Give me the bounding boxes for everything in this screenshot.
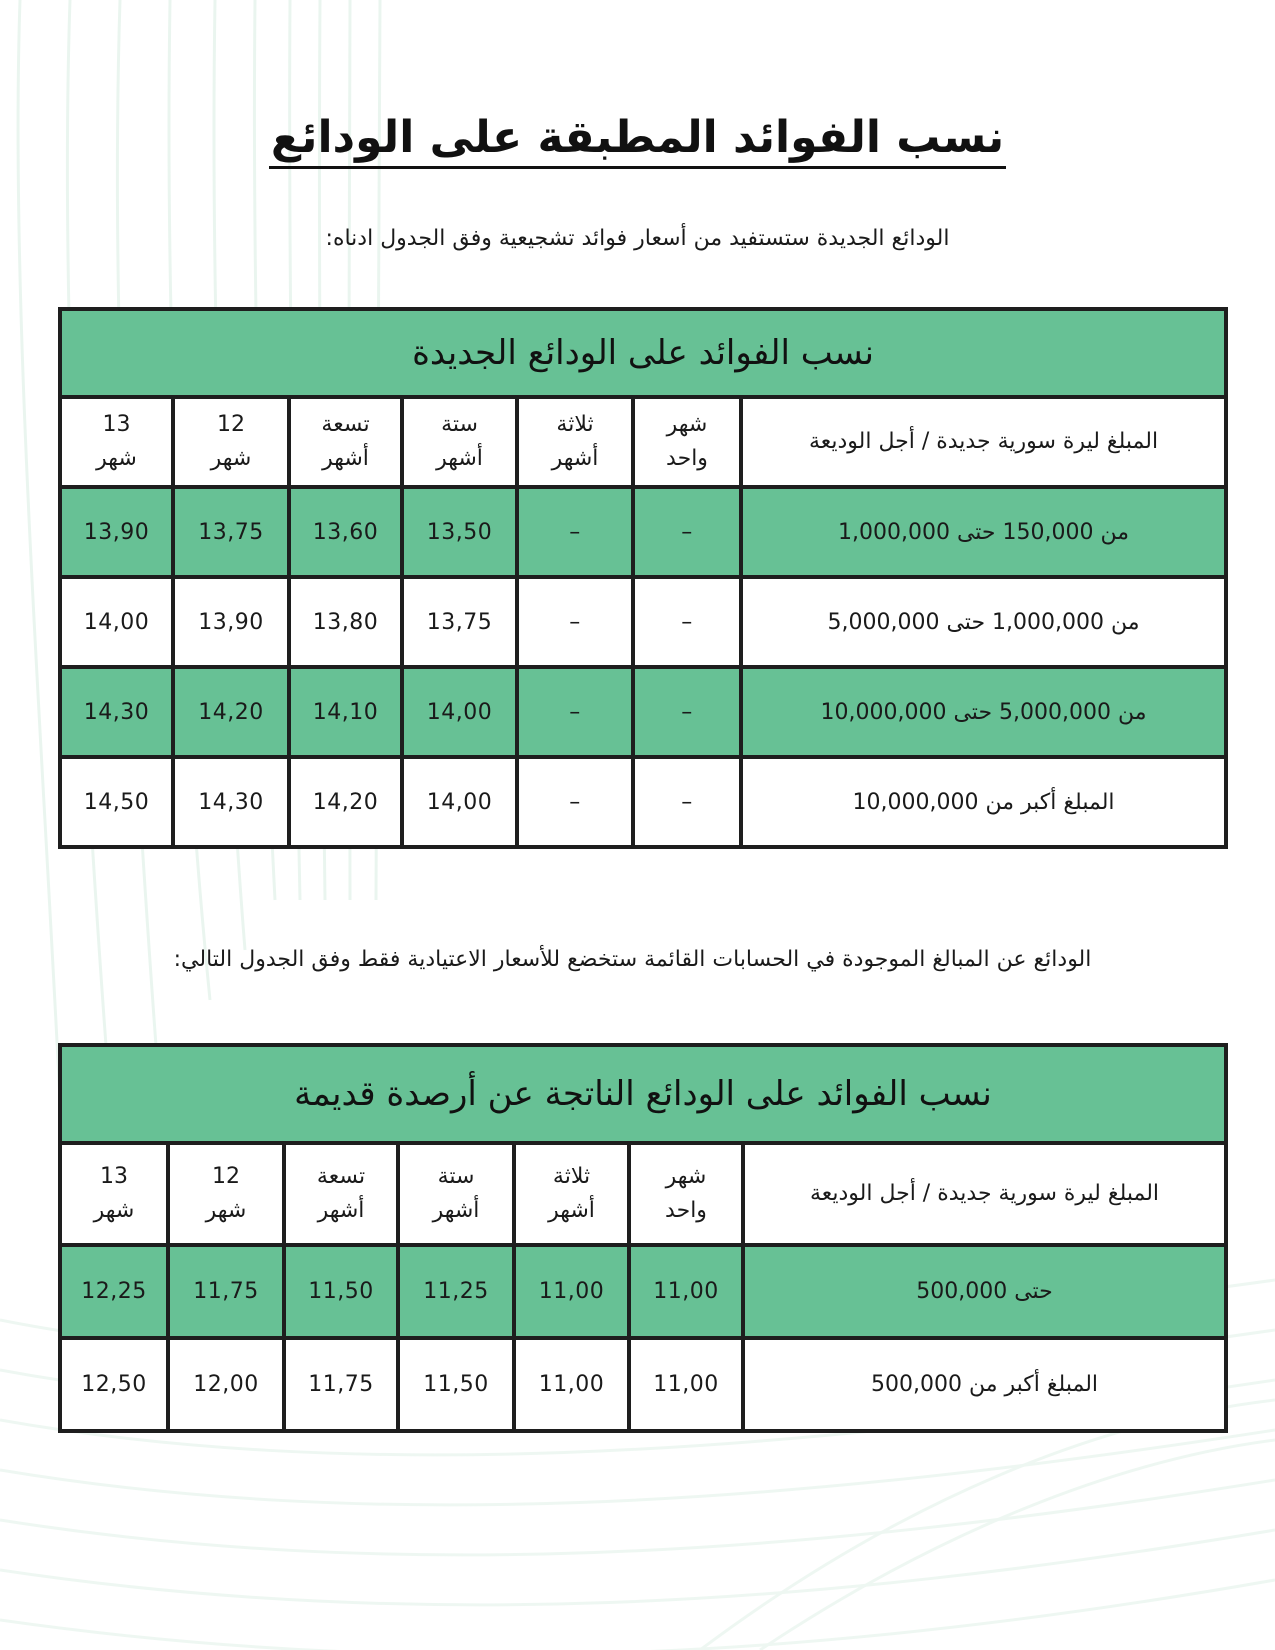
rate-1m: 11,00 [629, 1338, 743, 1431]
table-row [60, 667, 1226, 757]
rate-13m: 14,00 [60, 577, 173, 667]
rate-1m: – [633, 667, 741, 757]
header-1-month: شهر واحد [629, 1143, 743, 1245]
rate-6m: 13,75 [402, 577, 517, 667]
amount-range: من 1,000,000 حتى 5,000,000 [741, 577, 1226, 667]
header-1-month: شهر واحد [633, 397, 741, 487]
rate-13m: 14,30 [60, 667, 173, 757]
header-13-months: 13 شهر [60, 1143, 168, 1245]
rate-6m: 11,50 [398, 1338, 514, 1431]
rate-13m: 12,50 [60, 1338, 168, 1431]
rate-3m: – [517, 667, 633, 757]
rate-1m: – [633, 577, 741, 667]
intro-old-balances: الودائع عن المبالغ الموجودة في الحسابات القائمة ستخضع للأسعار الاعتيادية فقط وفق الجدول التالي: [173, 947, 1092, 972]
rate-9m: 11,50 [284, 1245, 398, 1338]
rate-12m: 13,90 [173, 577, 289, 667]
rate-6m: 11,25 [398, 1245, 514, 1338]
rate-3m: – [517, 577, 633, 667]
amount-range: المبلغ أكبر من 10,000,000 [741, 757, 1226, 847]
table-title-row [60, 309, 1226, 397]
intro-new-deposits: الودائع الجديدة ستستفيد من أسعار فوائد تشجيعية وفق الجدول ادناه: [325, 226, 950, 251]
table-row [60, 577, 1226, 667]
rate-13m: 13,90 [60, 487, 173, 577]
rate-9m: 13,60 [289, 487, 402, 577]
header-3-months: ثلاثة أشهر [514, 1143, 629, 1245]
page-title-text: نسب الفوائد المطبقة على الودائع [269, 112, 1006, 169]
rate-12m: 11,75 [168, 1245, 284, 1338]
rate-3m: – [517, 487, 633, 577]
table-title-row [60, 1045, 1226, 1143]
rate-1m: 11,00 [629, 1245, 743, 1338]
header-6-months: ستة أشهر [398, 1143, 514, 1245]
table-header-row [60, 1143, 1226, 1245]
rate-12m: 14,20 [173, 667, 289, 757]
rate-3m: 11,00 [514, 1338, 629, 1431]
header-amount: المبلغ ليرة سورية جديدة / أجل الوديعة [741, 397, 1226, 487]
amount-range: حتى 500,000 [743, 1245, 1226, 1338]
rate-9m: 13,80 [289, 577, 402, 667]
table-header-row [60, 397, 1226, 487]
rate-6m: 14,00 [402, 757, 517, 847]
header-9-months: تسعة أشهر [289, 397, 402, 487]
rate-12m: 13,75 [173, 487, 289, 577]
rate-6m: 14,00 [402, 667, 517, 757]
amount-range: من 5,000,000 حتى 10,000,000 [741, 667, 1226, 757]
header-6-months: ستة أشهر [402, 397, 517, 487]
rate-9m: 14,10 [289, 667, 402, 757]
rate-1m: – [633, 487, 741, 577]
new-deposits-rates-table [58, 307, 1228, 849]
rate-9m: 11,75 [284, 1338, 398, 1431]
rate-6m: 13,50 [402, 487, 517, 577]
rate-12m: 14,30 [173, 757, 289, 847]
amount-range: المبلغ أكبر من 500,000 [743, 1338, 1226, 1431]
header-12-months: 12 شهر [173, 397, 289, 487]
rate-9m: 14,20 [289, 757, 402, 847]
rate-12m: 12,00 [168, 1338, 284, 1431]
amount-range: من 150,000 حتى 1,000,000 [741, 487, 1226, 577]
table-row [60, 487, 1226, 577]
table-title: نسب الفوائد على الودائع الناتجة عن أرصدة قديمة [60, 1045, 1226, 1143]
header-12-months: 12 شهر [168, 1143, 284, 1245]
header-13-months: 13 شهر [60, 397, 173, 487]
old-balances-rates-table [58, 1043, 1228, 1433]
header-9-months: تسعة أشهر [284, 1143, 398, 1245]
table-title: نسب الفوائد على الودائع الجديدة [60, 309, 1226, 397]
table-row [60, 1245, 1226, 1338]
rate-13m: 14,50 [60, 757, 173, 847]
table-row [60, 1338, 1226, 1431]
page-title [0, 112, 1275, 169]
rate-1m: – [633, 757, 741, 847]
header-3-months: ثلاثة أشهر [517, 397, 633, 487]
rate-13m: 12,25 [60, 1245, 168, 1338]
rate-3m: – [517, 757, 633, 847]
table-row [60, 757, 1226, 847]
header-amount: المبلغ ليرة سورية جديدة / أجل الوديعة [743, 1143, 1226, 1245]
rate-3m: 11,00 [514, 1245, 629, 1338]
